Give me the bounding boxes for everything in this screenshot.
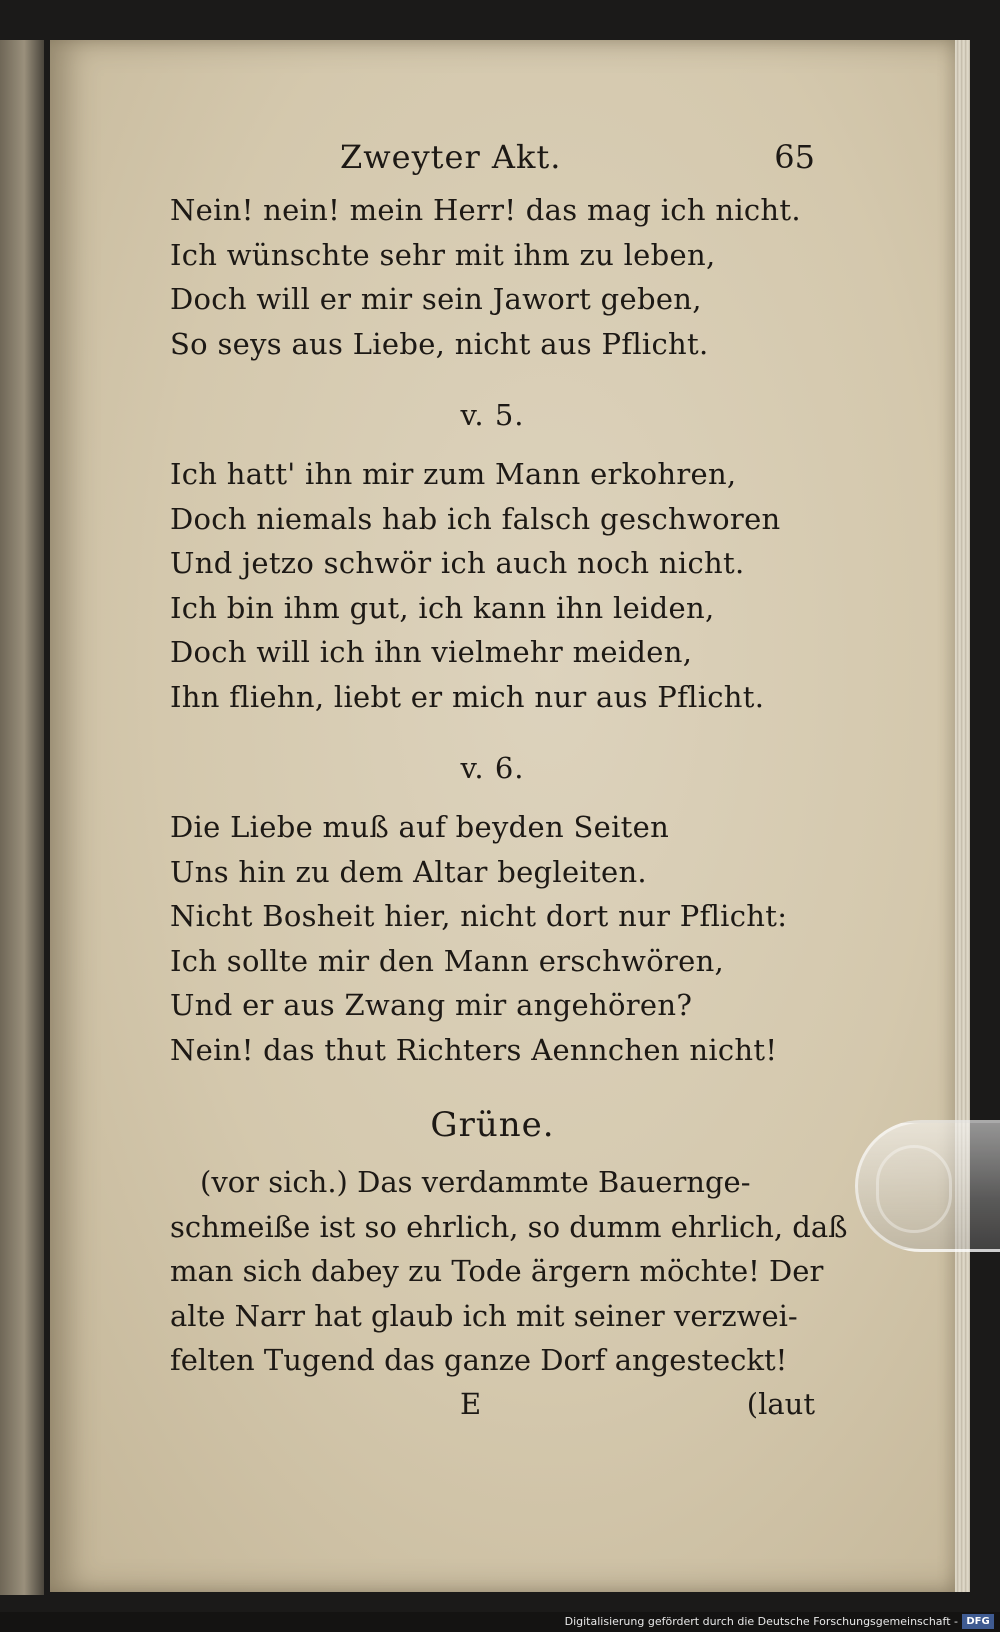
signature-mark: E: [460, 1386, 482, 1421]
catchword: (laut: [746, 1386, 815, 1421]
stanza-5: [170, 452, 815, 719]
dfg-logo-icon: DFG: [962, 1614, 994, 1629]
prose-line: man sich dabey zu Tode ärgern möchte! Der: [170, 1254, 824, 1288]
prose-line: schmeiße ist so ehrlich, so dumm ehrlich, daß: [170, 1209, 848, 1244]
stanza-6: [170, 805, 815, 1072]
credit-text: Digitalisierung gefördert durch die Deutsche Forschungsgemeinschaft -: [564, 1615, 958, 1628]
verse-line: Und jetzo schwör ich auch noch nicht.: [170, 546, 745, 580]
stanza-6-label: v. 6.: [460, 751, 525, 785]
verse-line: Ihn fliehn, liebt er mich nur aus Pflicht.: [170, 679, 765, 714]
credit-bar: [0, 1612, 1000, 1632]
verse-line: So seys aus Liebe, nicht aus Pflicht.: [170, 326, 709, 361]
verse-line: Die Liebe muß auf beyden Seiten: [170, 810, 670, 844]
clip-highlight: [876, 1145, 952, 1233]
speaker-name: Grüne.: [430, 1105, 555, 1145]
verse-line: Und er aus Zwang mir angehören?: [170, 988, 693, 1022]
verse-line: Nicht Bosheit hier, nicht dort nur Pflicht:: [170, 899, 788, 933]
stanza-top: [170, 188, 815, 366]
page-clip-icon: [855, 1120, 1000, 1252]
verse-line: Doch will ich ihn vielmehr meiden,: [170, 635, 693, 669]
prose-line: (vor sich.) Das verdammte Bauernge-: [200, 1165, 751, 1199]
verse-line: Doch will er mir sein Jawort geben,: [170, 282, 702, 316]
verse-line: Uns hin zu dem Altar begleiten.: [170, 854, 647, 889]
page-number: 65: [774, 138, 815, 176]
verse-line: Ich bin ihm gut, ich kann ihn leiden,: [170, 590, 715, 625]
verse-line: Nein! nein! mein Herr! das mag ich nicht.: [170, 193, 801, 227]
verse-line: Ich wünschte sehr mit ihm zu leben,: [170, 237, 716, 272]
book-page: [50, 40, 955, 1592]
verse-line: Ich hatt' ihn mir zum Mann erkohren,: [170, 457, 737, 491]
prose-line: felten Tugend das ganze Dorf angesteckt!: [170, 1343, 788, 1377]
verse-line: Ich sollte mir den Mann erschwören,: [170, 943, 725, 978]
speech-prose: [170, 1160, 848, 1383]
running-title: Zweyter Akt.: [340, 138, 562, 176]
verse-line: Doch niemals hab ich falsch geschworen: [170, 501, 781, 536]
prose-line: alte Narr hat glaub ich mit seiner verzwei-: [170, 1298, 798, 1333]
page-footer: [170, 1383, 815, 1427]
verse-line: Nein! das thut Richters Aennchen nicht!: [170, 1032, 778, 1067]
stanza-5-label: v. 5.: [460, 398, 525, 432]
facing-page-edge: [0, 40, 44, 1595]
page-text: [170, 128, 848, 1427]
page-header: [170, 128, 815, 188]
